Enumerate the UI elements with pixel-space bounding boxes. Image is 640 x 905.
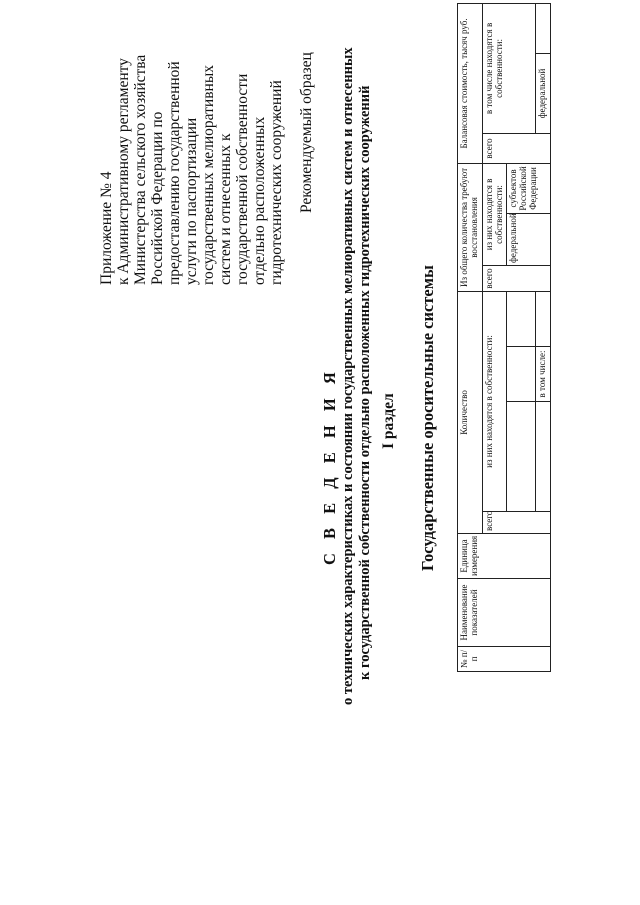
appendix-line: предоставлению государственной [166, 61, 183, 285]
header-including: в том числе: [536, 347, 551, 402]
empty-cell [507, 402, 536, 512]
header-federal: федеральной [536, 53, 551, 133]
empty-cell [536, 291, 551, 346]
appendix-line: Российской Федерации по [149, 111, 166, 285]
appendix-line: систем и отнесенных к [217, 133, 234, 285]
header-owned-short: из них находятся в собственности: [483, 163, 507, 265]
sample-label: Рекомендуемый образец [298, 52, 315, 213]
header-subjects: субъектов Российской Федерации [507, 163, 551, 213]
subtitle-line-2: к государственной собственности отдельно расположенных гидротехнических сооружений [357, 85, 373, 680]
header-quantity: Количество [458, 291, 483, 533]
header-total: всего [483, 512, 551, 534]
section-heading: I раздел [380, 393, 397, 449]
header-restore: Из общего количества требуют восстановления [458, 163, 483, 291]
appendix-line: Приложение № 4 [98, 171, 115, 285]
appendix-line: отдельно расположенных [251, 116, 268, 285]
empty-cell [507, 347, 536, 402]
appendix-line: гидротехнических сооружений [268, 80, 285, 285]
header-name: Наименование показателей [458, 579, 551, 647]
appendix-line: к Административному регламенту [115, 58, 132, 285]
header-total: всего [483, 133, 551, 163]
empty-cell [536, 402, 551, 512]
header-including-owned: в том числе находятся в собственности: [483, 3, 536, 133]
header-unit: Единица измерения [458, 534, 551, 579]
appendix-line: Министерства сельского хозяйства [132, 54, 149, 285]
document-title: С В Е Д Е Н И Я [320, 367, 339, 565]
appendix-line: государственных мелиоративных [200, 64, 217, 285]
subtitle-line-1: о технических характеристиках и состоянии государственных мелиоративных систем и отнесенных [340, 47, 356, 705]
data-table [457, 3, 551, 672]
header-federal: федеральной [507, 213, 551, 265]
empty-cell [536, 3, 551, 53]
header-owned: из них находятся в собственности: [483, 291, 507, 511]
header-num: № п/п [458, 647, 551, 672]
header-total: всего [483, 265, 551, 291]
appendix-line: услуги по паспортизации [183, 117, 200, 285]
header-balance: Балансовая стоимость, тысяч руб. [458, 3, 483, 163]
appendix-line: государственной собственности [234, 73, 251, 285]
systems-heading: Государственные оросительные системы [418, 265, 437, 571]
table-row [458, 3, 483, 671]
empty-cell [507, 291, 536, 346]
appendix-block [98, 55, 285, 285]
